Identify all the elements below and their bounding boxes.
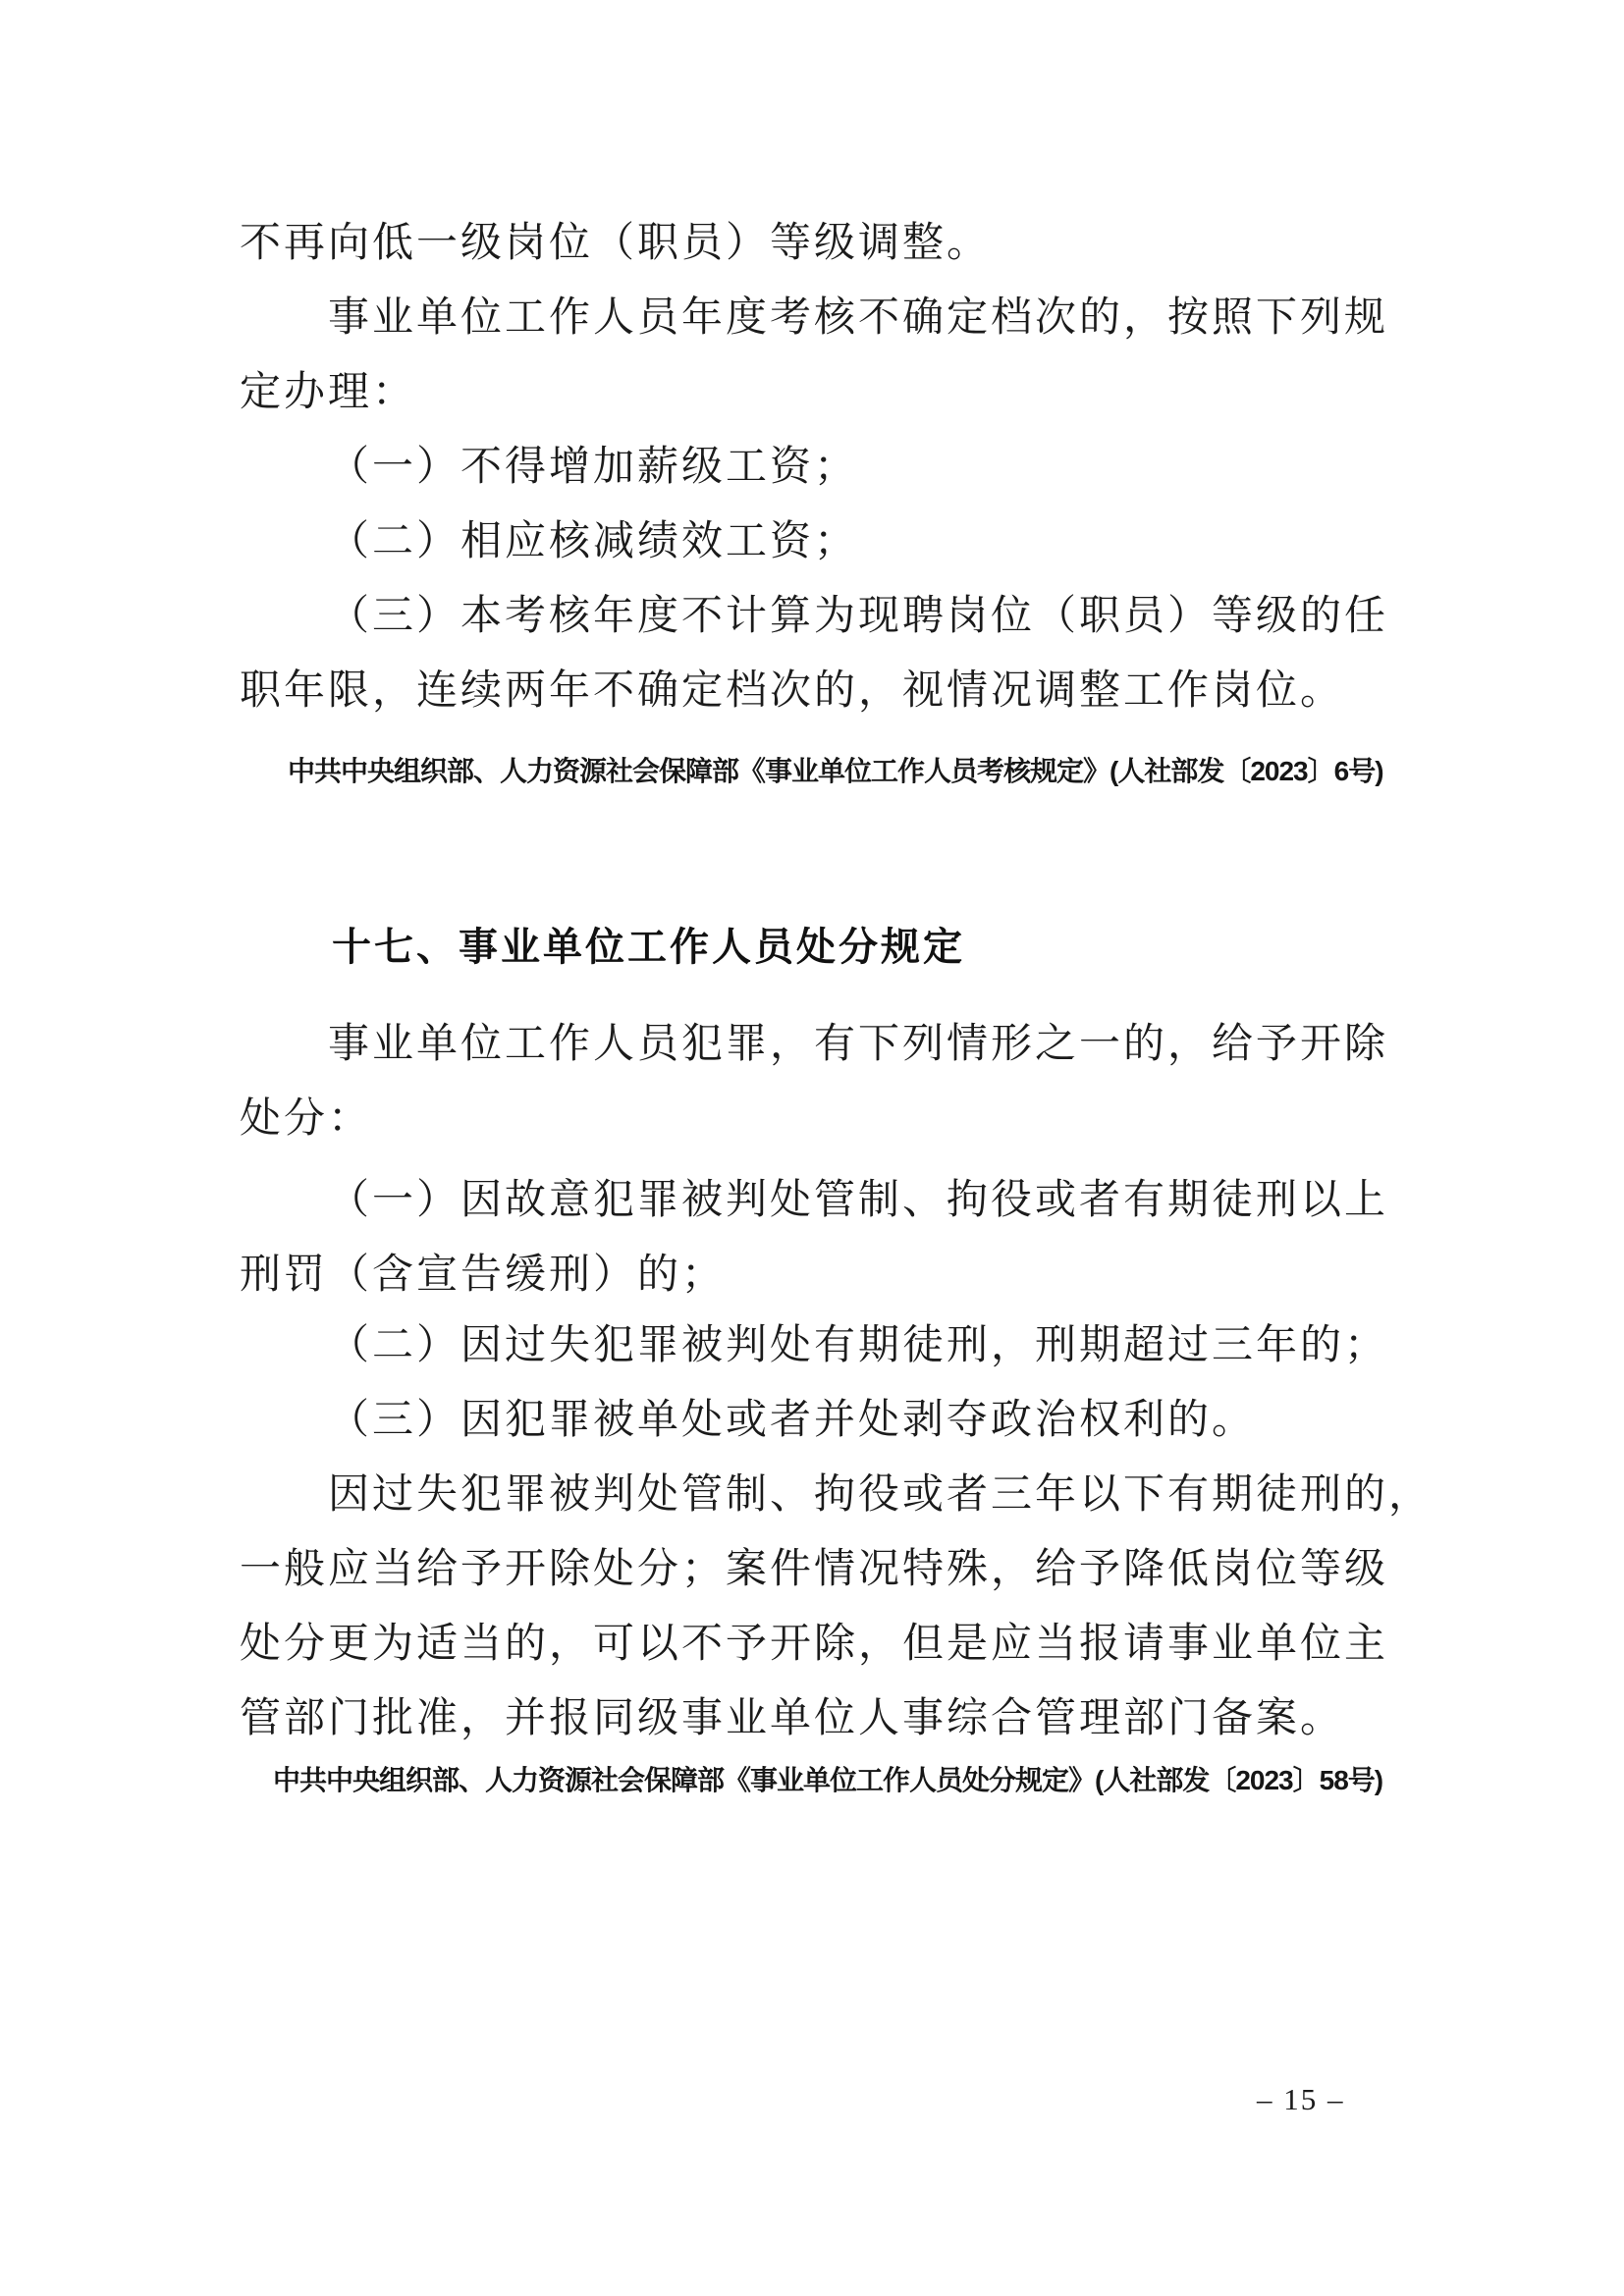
body-line: 处分更为适当的，可以不予开除，但是应当报请事业单位主	[240, 1622, 1389, 1667]
page-number: – 15 –	[1257, 2082, 1345, 2116]
body-line: 事业单位工作人员犯罪，有下列情形之一的，给予开除	[328, 1022, 1389, 1067]
body-line: 不再向低一级岗位（职员）等级调整。	[240, 221, 992, 266]
body-line: （一）因故意犯罪被判处管制、拘役或者有期徒刑以上	[328, 1178, 1389, 1223]
body-line: 管部门批准，并报同级事业单位人事综合管理部门备案。	[240, 1696, 1345, 1741]
body-line: 处分：	[240, 1096, 373, 1142]
body-line: 职年限，连续两年不确定档次的，视情况调整工作岗位。	[240, 668, 1345, 714]
section-heading: 十七、事业单位工作人员处分规定	[332, 926, 965, 969]
body-line: 一般应当给予开除处分；案件情况特殊，给予降低岗位等级	[240, 1547, 1389, 1592]
body-line: 定办理：	[240, 370, 417, 415]
source-citation: 中共中央组织部、人力资源社会保障部《事业单位工作人员考核规定》(人社部发〔2023〕6号)	[288, 756, 1383, 786]
body-line: （三）因犯罪被单处或者并处剥夺政治权利的。	[328, 1398, 1257, 1443]
source-citation: 中共中央组织部、人力资源社会保障部《事业单位工作人员处分规定》(人社部发〔2023〕58号)	[273, 1765, 1383, 1795]
body-line: 事业单位工作人员年度考核不确定档次的，按照下列规	[328, 295, 1389, 341]
body-line: （二）因过失犯罪被判处有期徒刑，刑期超过三年的；	[328, 1323, 1389, 1368]
body-line: 刑罚（含宣告缓刑）的；	[240, 1253, 727, 1298]
body-line: （一）不得增加薪级工资；	[328, 445, 859, 490]
body-line: 因过失犯罪被判处管制、拘役或者三年以下有期徒刑的，	[328, 1472, 1434, 1518]
body-line: （二）相应核减绩效工资；	[328, 519, 859, 564]
body-line: （三）本考核年度不计算为现聘岗位（职员）等级的任	[328, 594, 1389, 639]
